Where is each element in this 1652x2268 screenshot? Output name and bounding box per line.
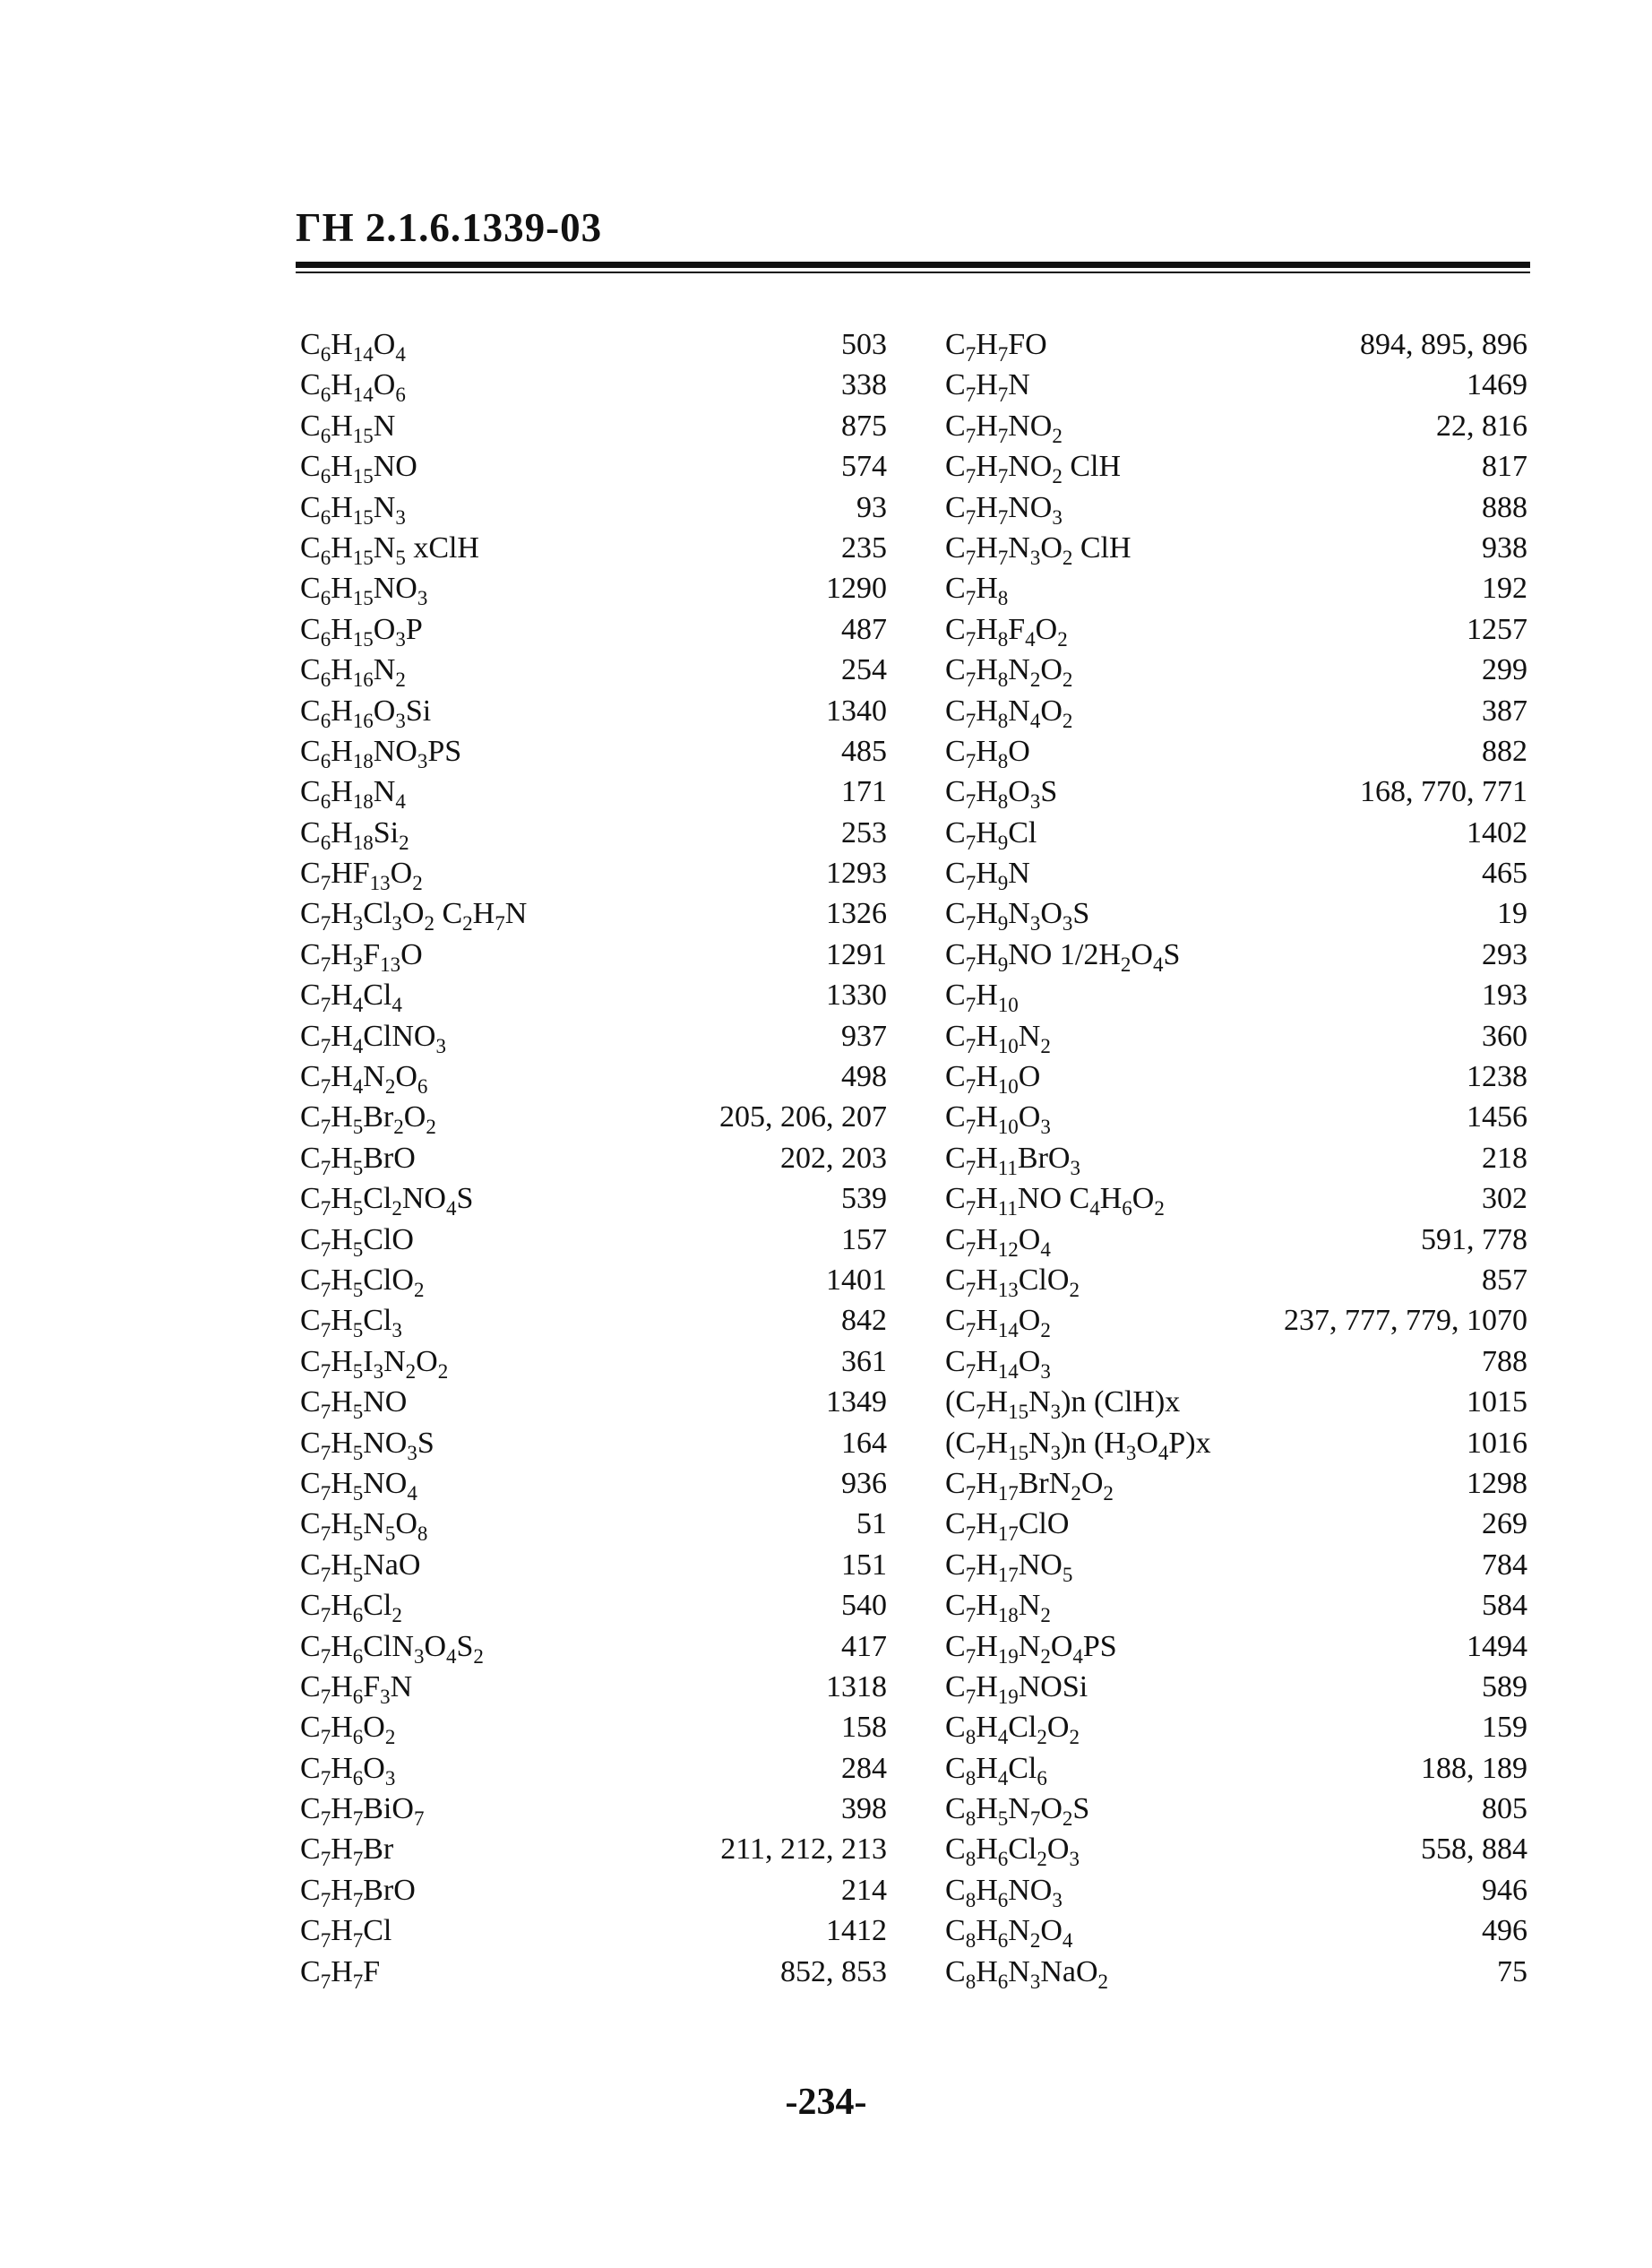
- index-row: [300, 1667, 887, 1707]
- page-references: 584: [1482, 1589, 1527, 1623]
- page-references: 1494: [1467, 1629, 1527, 1663]
- page-references: 842: [841, 1304, 887, 1338]
- index-row: [945, 365, 1527, 405]
- formula: $C_7H_5NO$: [300, 1385, 408, 1423]
- page-references: 417: [841, 1629, 887, 1663]
- page-references: 485: [841, 734, 887, 768]
- index-row: [300, 487, 887, 528]
- page-references: 93: [856, 490, 887, 524]
- formula: $C_7H_9Cl$: [945, 815, 1037, 854]
- index-row: [300, 691, 887, 731]
- formula: $(C_7H_{15}N_3)n$ $(H_3O_4P)x$: [945, 1426, 1211, 1464]
- formula: $C_7H_{19}NOSi$: [945, 1669, 1088, 1708]
- formula: $C_7H_7Br$: [300, 1833, 394, 1871]
- formula: $C_7H_8F_4O_2$: [945, 612, 1068, 651]
- formula: $C_7H_{14}O_2$: [945, 1304, 1051, 1342]
- formula: $C_7H_5ClO_2$: [300, 1263, 425, 1301]
- index-row: [945, 1463, 1527, 1504]
- index-row: [300, 568, 887, 608]
- index-row: [945, 731, 1527, 772]
- page-references: 938: [1482, 530, 1527, 565]
- page-references: 387: [1482, 694, 1527, 728]
- index-row: [300, 731, 887, 772]
- index-row: [300, 1056, 887, 1097]
- index-row: [300, 1748, 887, 1789]
- index-row: [300, 1870, 887, 1910]
- page-references: 540: [841, 1589, 887, 1623]
- index-row: [300, 1829, 887, 1869]
- page-references: 1318: [826, 1669, 887, 1703]
- page-references: 75: [1497, 1954, 1527, 1988]
- page-references: 159: [1482, 1711, 1527, 1745]
- page-references: 1469: [1467, 368, 1527, 402]
- index-row: [945, 1341, 1527, 1382]
- formula: $C_7H_{10}$: [945, 979, 1019, 1017]
- page-references: 1015: [1467, 1385, 1527, 1419]
- page-references: 1456: [1467, 1100, 1527, 1134]
- page-references: 188, 189: [1421, 1751, 1527, 1785]
- formula: $C_6H_{15}N_3$: [300, 490, 406, 529]
- formula: $C_7H_{13}ClO_2$: [945, 1263, 1080, 1301]
- page-references: 254: [841, 653, 887, 687]
- index-row: [300, 1178, 887, 1219]
- page-references: 1298: [1467, 1466, 1527, 1500]
- index-row: [300, 1097, 887, 1137]
- formula: $C_8H_4Cl_2O_2$: [945, 1711, 1080, 1749]
- index-row: [945, 1748, 1527, 1789]
- index-row: [300, 1545, 887, 1585]
- formula: $C_7H_5NaO$: [300, 1548, 421, 1586]
- formula: $C_7H_5Cl_2NO_4S$: [300, 1182, 474, 1220]
- page-references: 1401: [826, 1263, 887, 1297]
- index-row: [300, 1300, 887, 1341]
- index-row: [945, 1260, 1527, 1300]
- formula: $C_7H_{12}O_4$: [945, 1222, 1051, 1261]
- index-row: [300, 813, 887, 853]
- index-row: [300, 1789, 887, 1829]
- page-references: 360: [1482, 1019, 1527, 1053]
- formula: $C_7H_4Cl_4$: [300, 979, 402, 1017]
- formula: $C_7H_{17}BrN_2O_2$: [945, 1466, 1114, 1505]
- formula: $C_8H_6N_2O_4$: [945, 1914, 1073, 1953]
- formula: $C_7H_8N_2O_2$: [945, 653, 1073, 691]
- index-row: [300, 853, 887, 893]
- formula: $C_7H_7BrO$: [300, 1873, 416, 1911]
- page-references: 1257: [1467, 612, 1527, 646]
- page-references: 539: [841, 1182, 887, 1216]
- index-row: [300, 1341, 887, 1382]
- index-row: [300, 1463, 887, 1504]
- index-row: [945, 1220, 1527, 1260]
- index-row: [300, 1952, 887, 1992]
- page-references: 946: [1482, 1873, 1527, 1907]
- index-row: [300, 1626, 887, 1667]
- page-references: 857: [1482, 1263, 1527, 1297]
- page-references: 168, 770, 771: [1360, 775, 1527, 809]
- formula: $C_8H_6NO_3$: [945, 1873, 1063, 1911]
- index-row: [300, 935, 887, 975]
- page-references: 164: [841, 1426, 887, 1460]
- index-row: [300, 1585, 887, 1626]
- formula: $C_7H_7NO_2$: [945, 409, 1063, 447]
- formula: $C_7H_{11}NO$ $C_4H_6O_2$: [945, 1182, 1165, 1220]
- formula: $C_7H_7BiO_7$: [300, 1792, 425, 1830]
- index-row: [945, 1504, 1527, 1544]
- formula: $C_7H_9NO$ $1/2H_2O_4S$: [945, 937, 1181, 976]
- page-references: 1290: [826, 572, 887, 606]
- formula: $C_6H_{18}Si_2$: [300, 815, 409, 854]
- index-row: [300, 324, 887, 365]
- index-row: [300, 1707, 887, 1747]
- page-number: -234-: [785, 2082, 867, 2123]
- index-row: [945, 324, 1527, 365]
- page-references: 1326: [826, 897, 887, 931]
- index-row: [945, 1178, 1527, 1219]
- index-row: [945, 813, 1527, 853]
- page-references: 805: [1482, 1792, 1527, 1826]
- index-row: [945, 528, 1527, 568]
- page-references: 302: [1482, 1182, 1527, 1216]
- page-references: 788: [1482, 1344, 1527, 1378]
- index-row: [945, 446, 1527, 487]
- index-row: [945, 1910, 1527, 1951]
- page-references: 784: [1482, 1548, 1527, 1582]
- index-row: [945, 487, 1527, 528]
- index-row: [945, 893, 1527, 934]
- formula: $C_7H_8O_3S$: [945, 775, 1058, 814]
- formula: $C_7H_{10}N_2$: [945, 1019, 1051, 1057]
- page-references: 875: [841, 409, 887, 443]
- formula: $C_7H_3F_{13}O$: [300, 937, 423, 976]
- page-references: 1412: [826, 1914, 887, 1948]
- formula: $C_7H_8N_4O_2$: [945, 694, 1073, 732]
- index-column-left: [300, 324, 887, 1992]
- formula: $C_7H_5NO_3S$: [300, 1426, 435, 1464]
- formula: $C_7H_8$: [945, 572, 1009, 610]
- index-row: [300, 893, 887, 934]
- page-references: 192: [1482, 572, 1527, 606]
- formula: $C_7H_{18}N_2$: [945, 1589, 1051, 1626]
- formula: $C_7H_5ClO$: [300, 1222, 414, 1261]
- index-row: [945, 1545, 1527, 1585]
- page-references: 293: [1482, 937, 1527, 971]
- index-row: [945, 1585, 1527, 1626]
- page-references: 1293: [826, 857, 887, 891]
- formula: $C_7H_6Cl_2$: [300, 1589, 402, 1626]
- formula: $C_8H_5N_7O_2S$: [945, 1792, 1090, 1830]
- page-references: 284: [841, 1751, 887, 1785]
- page-references: 894, 895, 896: [1360, 328, 1527, 361]
- formula: $C_7H_6O_3$: [300, 1751, 396, 1789]
- formula: $C_7H_{17}ClO$: [945, 1507, 1070, 1546]
- page-references: 269: [1482, 1507, 1527, 1541]
- index-row: [945, 691, 1527, 731]
- page-references: 1016: [1467, 1426, 1527, 1460]
- page-references: 936: [841, 1466, 887, 1500]
- page-references: 19: [1497, 897, 1527, 931]
- formula: $C_6H_{18}N_4$: [300, 775, 406, 814]
- index-row: [945, 853, 1527, 893]
- index-row: [945, 1097, 1527, 1137]
- index-row: [945, 1016, 1527, 1056]
- formula: $C_7H_{10}O$: [945, 1060, 1041, 1098]
- page-references: 237, 777, 779, 1070: [1284, 1304, 1527, 1338]
- index-row: [945, 650, 1527, 690]
- index-row: [945, 1789, 1527, 1829]
- index-row: [945, 406, 1527, 446]
- page-references: 1238: [1467, 1060, 1527, 1094]
- page-references: 817: [1482, 450, 1527, 484]
- formula: $C_6H_{15}NO_3$: [300, 572, 428, 610]
- formula: $C_8H_6Cl_2O_3$: [945, 1833, 1080, 1871]
- header-rule-thin: [296, 272, 1530, 273]
- page-references: 1402: [1467, 815, 1527, 849]
- document-header: ГН 2.1.6.1339-03: [296, 205, 603, 250]
- page-references: 211, 212, 213: [720, 1833, 887, 1867]
- index-row: [300, 1382, 887, 1422]
- index-row: [945, 1300, 1527, 1341]
- index-row: [945, 1138, 1527, 1178]
- formula: $C_7H_7FO$: [945, 328, 1047, 366]
- formula: $C_6H_{14}O_4$: [300, 328, 406, 366]
- page-references: 158: [841, 1711, 887, 1745]
- formula: $C_7H_6F_3N$: [300, 1669, 413, 1708]
- formula: $C_6H_{18}NO_3PS$: [300, 734, 462, 772]
- page-references: 299: [1482, 653, 1527, 687]
- index-row: [300, 528, 887, 568]
- index-row: [300, 650, 887, 690]
- formula: $C_8H_4Cl_6$: [945, 1751, 1047, 1789]
- index-row: [300, 1423, 887, 1463]
- index-row: [300, 609, 887, 650]
- page-references: 888: [1482, 490, 1527, 524]
- page-references: 253: [841, 815, 887, 849]
- formula: $C_7H_7N_3O_2$ ClH: [945, 530, 1131, 569]
- formula: $C_7H_8O$: [945, 734, 1030, 772]
- formula: $C_6H_{14}O_6$: [300, 368, 406, 407]
- page-references: 1340: [826, 694, 887, 728]
- page-references: 214: [841, 1873, 887, 1907]
- page-references: 361: [841, 1344, 887, 1378]
- index-row: [300, 1016, 887, 1056]
- formula: $C_7H_4N_2O_6$: [300, 1060, 428, 1098]
- formula: $C_7H_5Cl_3$: [300, 1304, 402, 1342]
- formula: $C_7H_7Cl$: [300, 1914, 392, 1953]
- index-row: [945, 1667, 1527, 1707]
- formula: $C_7HF_{13}O_2$: [300, 857, 423, 894]
- page-references: 193: [1482, 979, 1527, 1013]
- formula: $C_7H_{10}O_3$: [945, 1100, 1051, 1139]
- formula: $C_7H_5Br_2O_2$: [300, 1100, 436, 1139]
- page-references: 589: [1482, 1669, 1527, 1703]
- page-references: 852, 853: [780, 1954, 887, 1988]
- page-references: 465: [1482, 857, 1527, 891]
- index-row: [945, 1382, 1527, 1422]
- page-references: 51: [856, 1507, 887, 1541]
- formula: $C_7H_7NO_2$ ClH: [945, 450, 1122, 487]
- page-references: 498: [841, 1060, 887, 1094]
- formula: $C_7H_9N$: [945, 857, 1030, 894]
- formula: $C_7H_{14}O_3$: [945, 1344, 1051, 1383]
- page-references: 1349: [826, 1385, 887, 1419]
- formula: $C_6H_{16}O_3Si$: [300, 694, 432, 732]
- index-row: [945, 1056, 1527, 1097]
- page-references: 202, 203: [780, 1141, 887, 1175]
- formula: $C_7H_5BrO$: [300, 1141, 416, 1179]
- page-references: 205, 206, 207: [719, 1100, 887, 1134]
- page-references: 882: [1482, 734, 1527, 768]
- index-row: [300, 1220, 887, 1260]
- index-row: [300, 1504, 887, 1544]
- page-references: 157: [841, 1222, 887, 1256]
- formula: $C_6H_{15}N_5$ xClH: [300, 530, 479, 569]
- page-references: 937: [841, 1019, 887, 1053]
- formula: $C_7H_7NO_3$: [945, 490, 1063, 529]
- index-row: [300, 1260, 887, 1300]
- formula: $C_7H_5NO_4$: [300, 1466, 417, 1505]
- index-row: [945, 1870, 1527, 1910]
- formula: $C_7H_5N_5O_8$: [300, 1507, 428, 1546]
- index-column-right: [945, 324, 1527, 1992]
- index-row: [300, 1910, 887, 1951]
- index-row: [945, 975, 1527, 1015]
- formula: $C_7H_5I_3N_2O_2$: [300, 1344, 449, 1383]
- index-row: [945, 772, 1527, 812]
- index-row: [300, 406, 887, 446]
- page-references: 398: [841, 1792, 887, 1826]
- page-references: 22, 816: [1436, 409, 1527, 443]
- page-references: 338: [841, 368, 887, 402]
- formula: $C_8H_6N_3NaO_2$: [945, 1954, 1109, 1993]
- formula: $C_7H_6ClN_3O_4S_2$: [300, 1629, 484, 1668]
- formula: $C_7H_4ClNO_3$: [300, 1019, 446, 1057]
- formula: $C_6H_{15}N$: [300, 409, 396, 447]
- formula: $C_7H_{17}NO_5$: [945, 1548, 1073, 1586]
- page-references: 171: [841, 775, 887, 809]
- formula: $C_6H_{15}NO$: [300, 450, 417, 487]
- formula: $C_7H_7F$: [300, 1954, 381, 1993]
- index-row: [300, 446, 887, 487]
- index-row: [945, 1829, 1527, 1869]
- formula: $C_7H_9N_3O_3S$: [945, 897, 1090, 936]
- index-row: [945, 935, 1527, 975]
- formula: $C_7H_7N$: [945, 368, 1030, 407]
- formula: $C_7H_3Cl_3O_2$ $C_2H_7N$: [300, 897, 528, 936]
- formula: $C_7H_{19}N_2O_4PS$: [945, 1629, 1117, 1668]
- index-row: [300, 772, 887, 812]
- page-references: 1291: [826, 937, 887, 971]
- index-row: [945, 1423, 1527, 1463]
- page-references: 235: [841, 530, 887, 565]
- page-references: 487: [841, 612, 887, 646]
- formula: $C_7H_{11}BrO_3$: [945, 1141, 1080, 1179]
- index-row: [945, 568, 1527, 608]
- index-row: [300, 365, 887, 405]
- index-row: [945, 1952, 1527, 1992]
- page-references: 558, 884: [1421, 1833, 1527, 1867]
- formula: $(C_7H_{15}N_3)n$ (ClH)x: [945, 1385, 1181, 1423]
- index-row: [945, 1707, 1527, 1747]
- page-references: 503: [841, 328, 887, 361]
- index-row: [945, 1626, 1527, 1667]
- formula: $C_6H_{16}N_2$: [300, 653, 406, 691]
- page-references: 151: [841, 1548, 887, 1582]
- page-references: 1330: [826, 979, 887, 1013]
- header-rule-thick: [296, 262, 1530, 268]
- page-references: 591, 778: [1421, 1222, 1527, 1256]
- page-references: 496: [1482, 1914, 1527, 1948]
- page-references: 218: [1482, 1141, 1527, 1175]
- index-row: [945, 609, 1527, 650]
- page-references: 574: [841, 450, 887, 484]
- formula: $C_7H_6O_2$: [300, 1711, 396, 1749]
- index-row: [300, 975, 887, 1015]
- formula: $C_6H_{15}O_3P$: [300, 612, 423, 651]
- index-row: [300, 1138, 887, 1178]
